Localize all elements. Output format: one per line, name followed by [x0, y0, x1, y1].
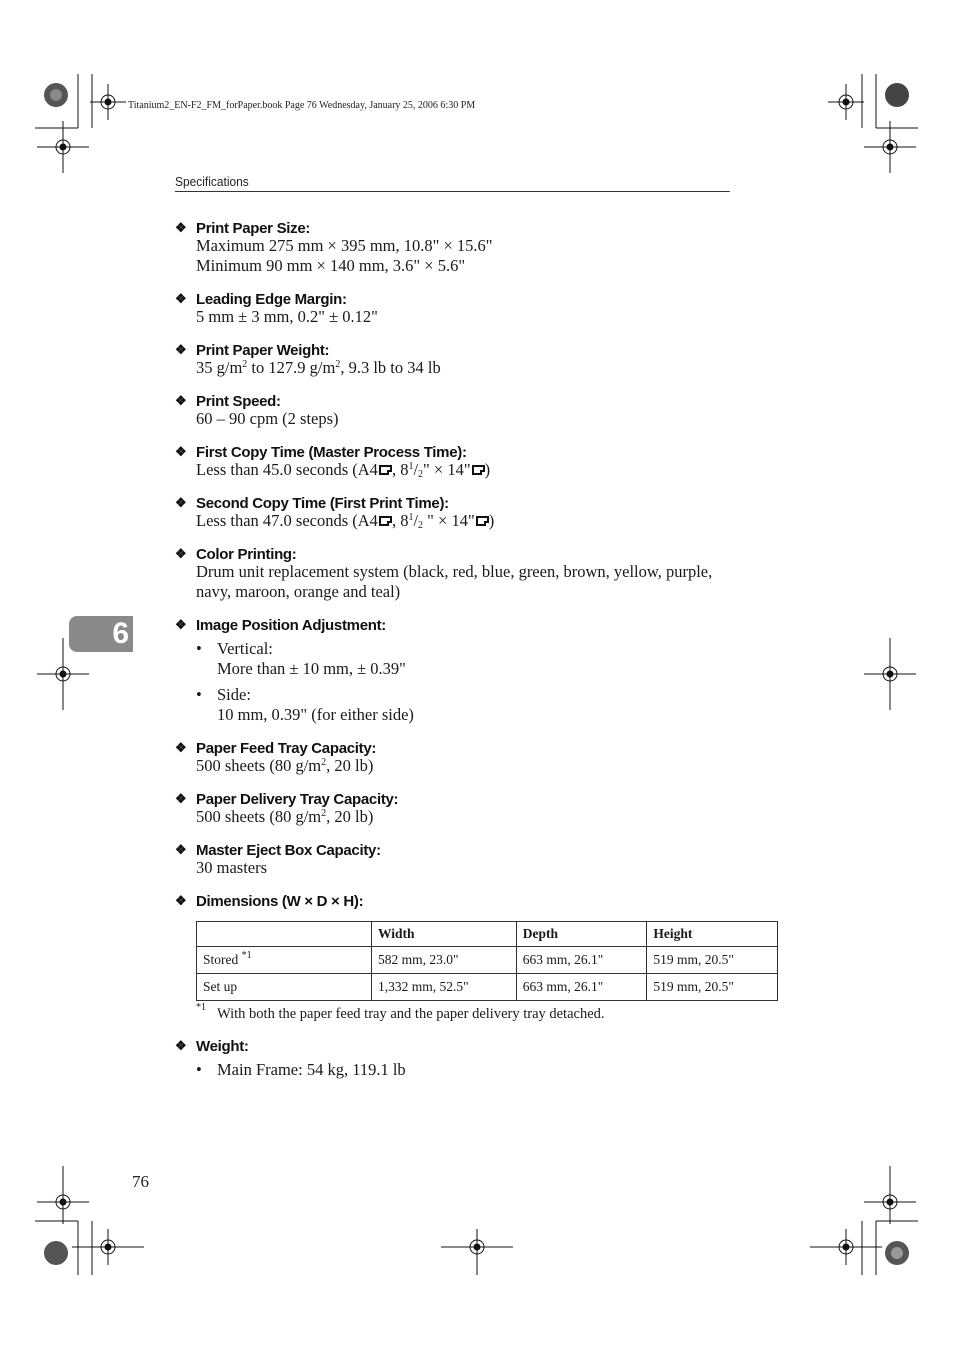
diamond-bullet-icon: ❖ [175, 495, 187, 510]
bullet-label: Side: [217, 685, 251, 704]
text-part: , 20 lb) [326, 807, 374, 826]
heading-text: Print Paper Weight: [196, 341, 330, 359]
bullet-value: Main Frame: 54 kg, 119.1 lb [217, 1060, 406, 1079]
first-copy-value [196, 460, 778, 480]
denominator: 2 [418, 520, 424, 531]
section-paper-feed-tray [175, 740, 778, 776]
text-part: , 20 lb) [326, 756, 374, 775]
row-label-text: Stored [203, 952, 242, 967]
diamond-bullet-icon: ❖ [175, 444, 187, 459]
dimensions-table [196, 921, 778, 1001]
section-heading [175, 791, 778, 807]
section-heading [175, 495, 778, 511]
weight-range [196, 358, 778, 378]
diamond-bullet-icon: ❖ [175, 220, 187, 235]
diamond-bullet-icon: ❖ [175, 393, 187, 408]
running-header: Specifications [175, 174, 730, 192]
speed-value: 60 – 90 cpm (2 steps) [196, 409, 339, 428]
table-cell: 1,332 mm, 52.5" [372, 974, 517, 1001]
bullet-dot-icon: • [196, 1060, 202, 1079]
page-number: 76 [132, 1172, 149, 1191]
heading-text: Leading Edge Margin: [196, 290, 347, 308]
bullet-value: 10 mm, 0.39" (for either side) [217, 705, 414, 724]
table-row [197, 974, 778, 1001]
min-size: Minimum 90 mm × 140 mm, 3.6" × 5.6" [196, 256, 466, 275]
table-footnote [196, 1002, 778, 1023]
section-paper-delivery-tray [175, 791, 778, 827]
footnote-ref: *1 [241, 950, 252, 961]
diamond-bullet-icon: ❖ [175, 342, 187, 357]
footnote-mark: *1 [196, 1002, 206, 1013]
color-line-1: Drum unit replacement system (black, red, blue, green, brown, yellow, purple, [196, 562, 713, 581]
section-first-copy-time [175, 444, 778, 480]
diamond-bullet-icon: ❖ [175, 740, 187, 755]
column-header: Depth [516, 922, 647, 947]
section-heading [175, 893, 778, 909]
eject-capacity: 30 masters [196, 858, 268, 877]
text-part: , 9.3 lb to 34 lb [340, 358, 441, 377]
text-part: 500 sheets (80 g/m [196, 756, 322, 775]
paper-orientation-icon [379, 465, 392, 475]
heading-text: Dimensions (W × D × H): [196, 892, 364, 910]
heading-text: Paper Delivery Tray Capacity: [196, 790, 399, 808]
heading-text: First Copy Time (Master Process Time): [196, 443, 467, 461]
color-line-2: navy, maroon, orange and teal) [196, 582, 401, 601]
column-header: Height [647, 922, 778, 947]
denominator: 2 [418, 469, 424, 480]
section-heading [175, 1038, 778, 1054]
bullet-item-main-frame [196, 1060, 778, 1080]
slash: / [413, 460, 419, 479]
slash: / [413, 511, 419, 530]
text-part: to 127.9 g/m [247, 358, 336, 377]
bullet-item-vertical [196, 639, 778, 679]
section-heading [175, 342, 778, 358]
section-heading [175, 220, 778, 236]
table-cell: 519 mm, 20.5" [647, 947, 778, 974]
table-cell: 663 mm, 26.1" [516, 974, 647, 1001]
heading-text: Paper Feed Tray Capacity: [196, 739, 377, 757]
section-print-speed [175, 393, 778, 429]
diamond-bullet-icon: ❖ [175, 842, 187, 857]
numerator: 1 [408, 512, 414, 523]
section-leading-edge-margin [175, 291, 778, 327]
section-dimensions [175, 893, 778, 1023]
text-part: Less than 47.0 seconds (A4 [196, 511, 378, 530]
section-heading [175, 842, 778, 858]
superscript: 2 [335, 359, 341, 370]
bullet-label: Vertical: [217, 639, 273, 658]
text-part: 35 g/m [196, 358, 243, 377]
bullet-value: More than ± 10 mm, ± 0.39" [217, 659, 406, 678]
text-part: , 8 [391, 511, 409, 530]
heading-text: Print Speed: [196, 392, 281, 410]
heading-text: Master Eject Box Capacity: [196, 841, 381, 859]
section-heading [175, 444, 778, 460]
table-header-row [197, 922, 778, 947]
section-heading [175, 546, 778, 562]
section-second-copy-time [175, 495, 778, 531]
section-print-paper-weight [175, 342, 778, 378]
crop-info-line: Titanium2_EN-F2_FM_forPaper.book Page 76 Wednesday, January 25, 2006 6:30 PM [128, 100, 476, 111]
section-heading [175, 393, 778, 409]
paper-orientation-icon [476, 516, 489, 526]
heading-text: Weight: [196, 1037, 249, 1055]
table-cell: 582 mm, 23.0" [372, 947, 517, 974]
delivery-capacity [196, 807, 778, 827]
text-part: ) [488, 511, 495, 530]
table-cell: 519 mm, 20.5" [647, 974, 778, 1001]
diamond-bullet-icon: ❖ [175, 791, 187, 806]
margin-value: 5 mm ± 3 mm, 0.2" ± 0.12" [196, 307, 378, 326]
bullet-item-side [196, 685, 778, 725]
text-part: 500 sheets (80 g/m [196, 807, 322, 826]
table-row [197, 947, 778, 974]
second-copy-value [196, 511, 778, 531]
footnote-text: With both the paper feed tray and the paper delivery tray detached. [217, 1006, 605, 1022]
bullet-dot-icon: • [196, 685, 202, 704]
bullet-dot-icon: • [196, 639, 202, 658]
text-part: " × 14" [423, 460, 471, 479]
superscript: 2 [321, 808, 327, 819]
heading-text: Second Copy Time (First Print Time): [196, 494, 449, 512]
superscript: 2 [242, 359, 248, 370]
diamond-bullet-icon: ❖ [175, 546, 187, 561]
row-label: Set up [197, 974, 372, 1001]
diamond-bullet-icon: ❖ [175, 617, 187, 632]
text-part: , 8 [391, 460, 409, 479]
row-label [197, 947, 372, 974]
section-master-eject-box [175, 842, 778, 878]
section-print-paper-size [175, 220, 778, 276]
chapter-tab: 6 [69, 616, 133, 652]
section-color-printing [175, 546, 778, 602]
section-heading [175, 740, 778, 756]
numerator: 1 [408, 461, 414, 472]
section-weight [175, 1038, 778, 1080]
superscript: 2 [321, 757, 327, 768]
heading-text: Color Printing: [196, 545, 297, 563]
table-cell: 663 mm, 26.1" [516, 947, 647, 974]
paper-orientation-icon [379, 516, 392, 526]
diamond-bullet-icon: ❖ [175, 1038, 187, 1053]
paper-orientation-icon [472, 465, 485, 475]
diamond-bullet-icon: ❖ [175, 893, 187, 908]
section-heading [175, 617, 778, 633]
text-part: Less than 45.0 seconds (A4 [196, 460, 378, 479]
text-part: ) [484, 460, 491, 479]
heading-text: Print Paper Size: [196, 219, 311, 237]
column-header: Width [372, 922, 517, 947]
column-header [197, 922, 372, 947]
feed-capacity [196, 756, 778, 776]
heading-text: Image Position Adjustment: [196, 616, 386, 634]
diamond-bullet-icon: ❖ [175, 291, 187, 306]
section-image-position [175, 617, 778, 725]
page-content [175, 220, 778, 1095]
section-heading [175, 291, 778, 307]
text-part: " × 14" [423, 511, 475, 530]
max-size: Maximum 275 mm × 395 mm, 10.8" × 15.6" [196, 236, 493, 255]
